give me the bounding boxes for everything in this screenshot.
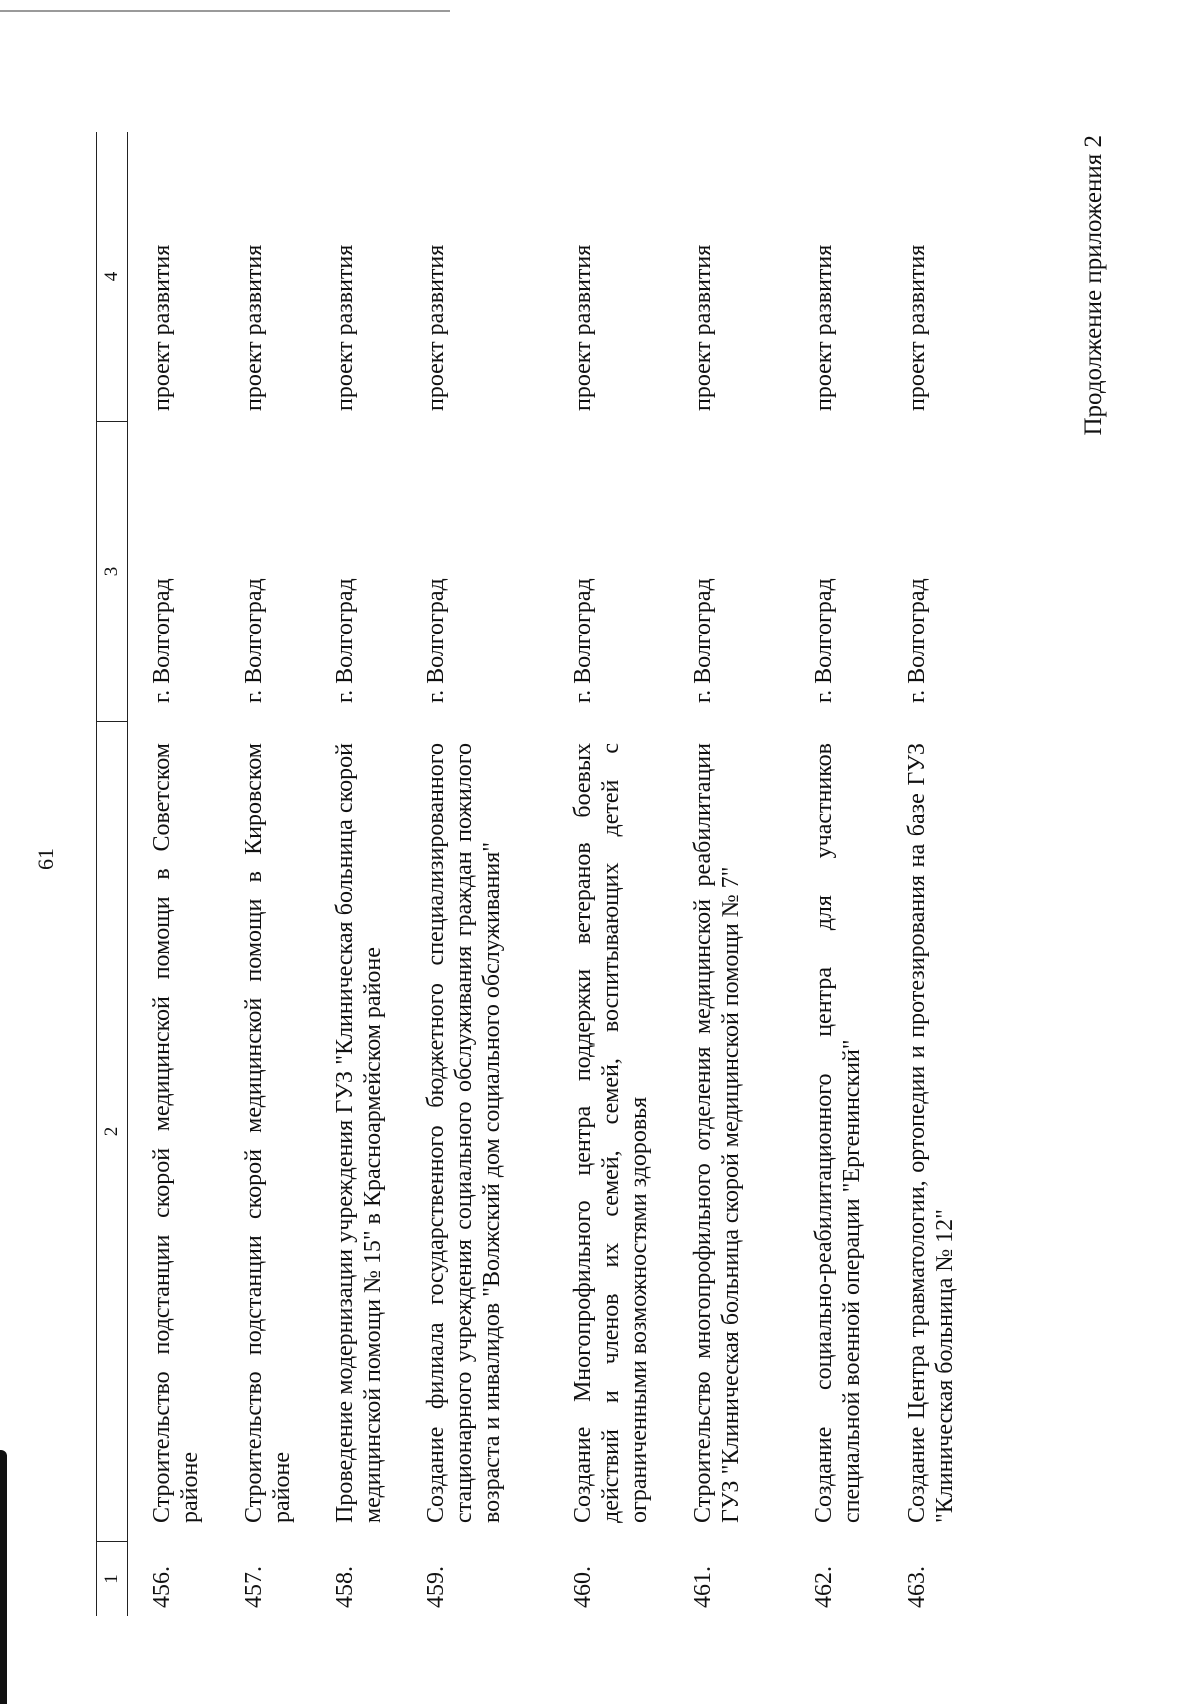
row-city: г. Волгоград <box>241 578 267 703</box>
row-number: 463. <box>904 1566 930 1608</box>
row-description: Создание Многопрофильного центра поддержки ветеранов боевых действий и членов их семей, семей, воспитывающих детей с ограниченными возможностями здоровья <box>570 743 652 1523</box>
table-row <box>311 132 402 1616</box>
page-number: 61 <box>33 848 58 870</box>
row-type: проект развития <box>241 244 267 411</box>
row-city: г. Волгоград <box>423 578 449 703</box>
column-header-3: 3 <box>97 421 127 721</box>
row-city: г. Волгоград <box>904 578 930 703</box>
row-city: г. Волгоград <box>811 578 837 703</box>
row-city: г. Волгоград <box>149 578 175 703</box>
row-city: г. Волгоград <box>570 578 596 703</box>
row-description: Создание социально-реабилитационного центра для участников специальной военной операции "Ергенинский" <box>811 743 865 1523</box>
row-description: Создание Центра травматологии, ортопедии и протезирования на базе ГУЗ "Клиническая больница № 12" <box>904 743 958 1523</box>
column-header-4: 4 <box>101 271 122 282</box>
continuation-note: Продолжение приложения 2 <box>1080 135 1107 436</box>
table-row <box>790 132 883 1616</box>
table-row <box>883 132 976 1616</box>
row-type: проект развития <box>149 244 175 411</box>
row-number: 462. <box>811 1566 837 1608</box>
row-description: Строительство подстанции скорой медицинской помощи в Кировском районе <box>241 743 295 1523</box>
row-type: проект развития <box>570 244 596 411</box>
column-header-1: 1 <box>97 1541 127 1616</box>
table-row <box>669 132 790 1616</box>
table-row <box>402 132 549 1616</box>
projects-table <box>96 132 1046 1616</box>
row-number: 460. <box>570 1566 596 1608</box>
table-row <box>220 132 311 1616</box>
row-number: 459. <box>423 1566 449 1608</box>
row-city: г. Волгоград <box>332 578 358 703</box>
row-number: 458. <box>332 1566 358 1608</box>
table-header <box>96 132 128 1616</box>
column-header-2: 2 <box>97 721 127 1541</box>
row-number: 457. <box>241 1566 267 1608</box>
table-row <box>549 132 669 1616</box>
row-type: проект развития <box>332 244 358 411</box>
row-type: проект развития <box>690 244 716 411</box>
row-type: проект развития <box>423 244 449 411</box>
row-type: проект развития <box>811 244 837 411</box>
row-description: Создание филиала государственного бюджетного специализированного стационарного учреждения социального обслуживания граждан пожилого возраста и инвалидов "Волжский дом социального обслуживания" <box>423 743 505 1523</box>
row-number: 456. <box>149 1566 175 1608</box>
row-type: проект развития <box>904 244 930 411</box>
row-description: Проведение модернизации учреждения ГУЗ "Клиническая больница скорой медицинской помощи № 15" в Красноармейском районе <box>332 743 386 1523</box>
row-city: г. Волгоград <box>690 578 716 703</box>
row-description: Строительство подстанции скорой медицинской помощи в Советском районе <box>149 743 203 1523</box>
table-row <box>128 132 220 1616</box>
row-number: 461. <box>690 1566 716 1608</box>
row-description: Строительство многопрофильного отделения медицинской реабилитации ГУЗ "Клиническая больница скорой медицинской помощи № 7" <box>690 743 744 1523</box>
